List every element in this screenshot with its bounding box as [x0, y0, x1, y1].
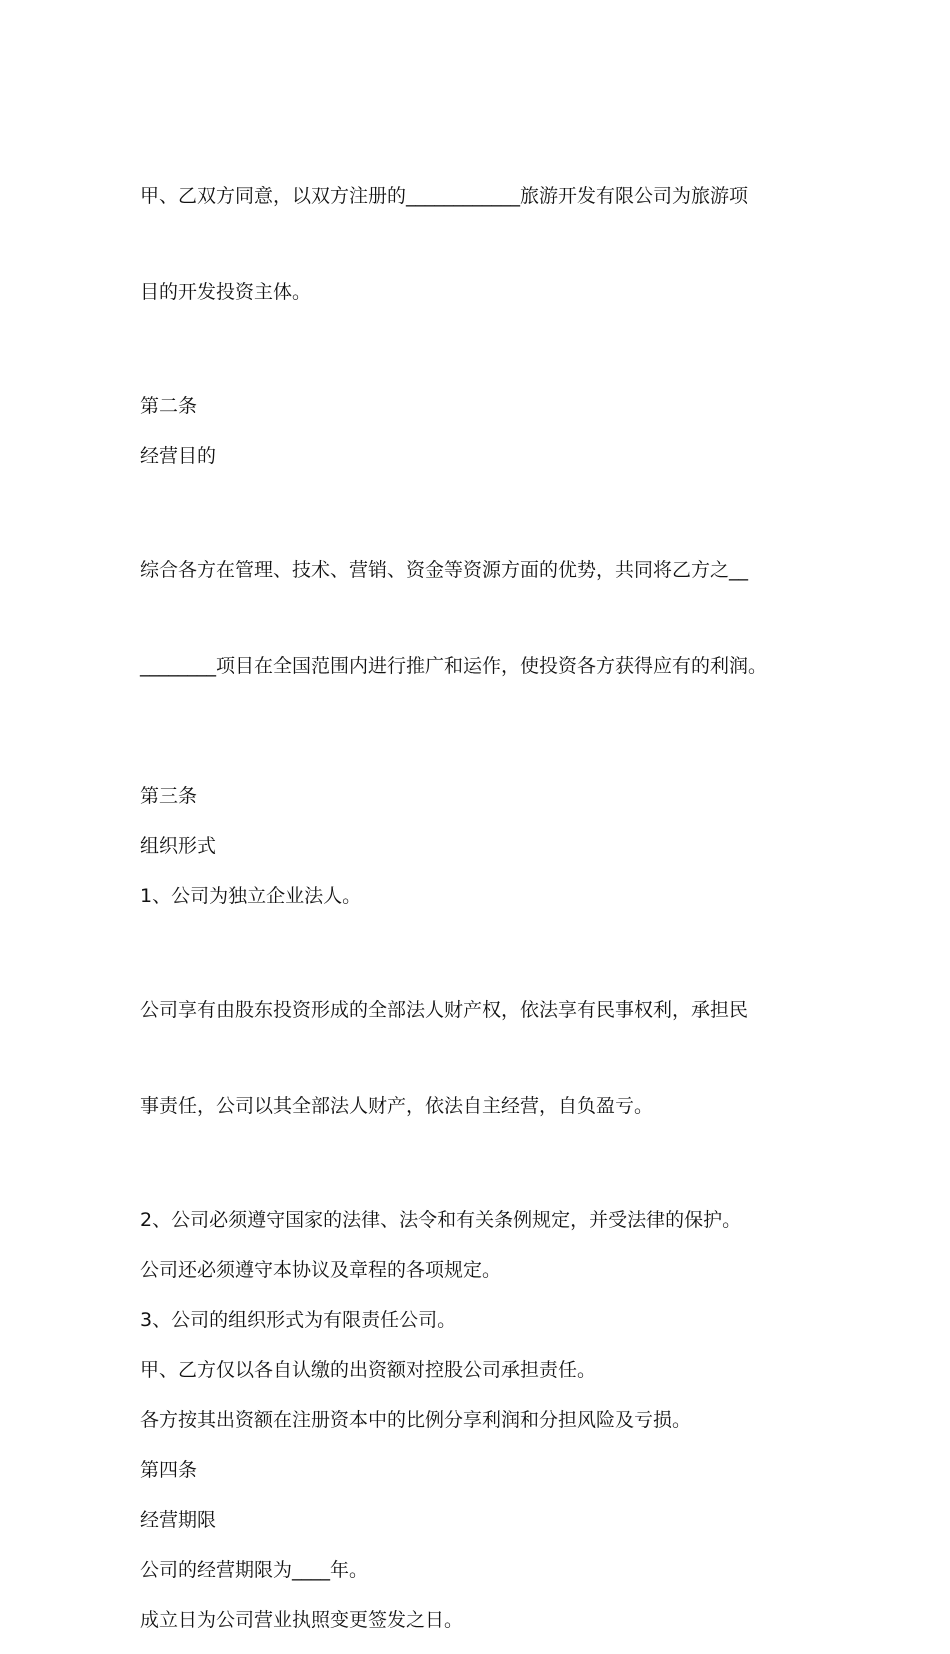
paragraph-legal-person-property: [140, 930, 830, 1186]
paragraph-business-purpose: [140, 490, 830, 746]
document-page: [140, 116, 830, 1654]
paragraph-term: 公司的经营期限为____年。: [140, 1559, 369, 1581]
article-4-heading: 经营期限: [140, 1509, 217, 1531]
article-2-heading: 经营目的: [140, 445, 217, 467]
paragraph-comply-agreement: 公司还必须遵守本协议及章程的各项规定。: [140, 1259, 502, 1281]
text-line: 公司享有由股东投资形成的全部法人财产权，依法享有民事权利，承担民: [140, 999, 749, 1021]
article-3-heading: 组织形式: [140, 835, 217, 857]
text-line: 甲、乙双方同意，以双方注册的____________旅游开发有限公司为旅游项: [140, 185, 749, 207]
article-3-title: 第三条: [140, 785, 198, 807]
text-line: 目的开发投资主体。: [140, 281, 312, 303]
paragraph-liability: 甲、乙方仅以各自认缴的出资额对控股公司承担责任。: [140, 1359, 597, 1381]
text-line: ________项目在全国范围内进行推广和运作，使投资各方获得应有的利润。: [140, 655, 768, 677]
paragraph-establishment-date: 成立日为公司营业执照变更签发之日。: [140, 1609, 464, 1631]
paragraph-profit-sharing: 各方按其出资额在注册资本中的比例分享利润和分担风险及亏损。: [140, 1409, 692, 1431]
text-line: 综合各方在管理、技术、营销、资金等资源方面的优势，共同将乙方之__: [140, 559, 749, 581]
list-item-3: 3、公司的组织形式为有限责任公司。: [140, 1309, 457, 1331]
article-4-title: 第四条: [140, 1459, 198, 1481]
list-item-1: 1、公司为独立企业法人。: [140, 885, 362, 907]
article-2-title: 第二条: [140, 395, 198, 417]
paragraph-investment-subject: [140, 116, 830, 372]
text-line: 事责任，公司以其全部法人财产，依法自主经营，自负盈亏。: [140, 1095, 654, 1117]
list-item-2: 2、公司必须遵守国家的法律、法令和有关条例规定，并受法律的保护。: [140, 1209, 742, 1231]
